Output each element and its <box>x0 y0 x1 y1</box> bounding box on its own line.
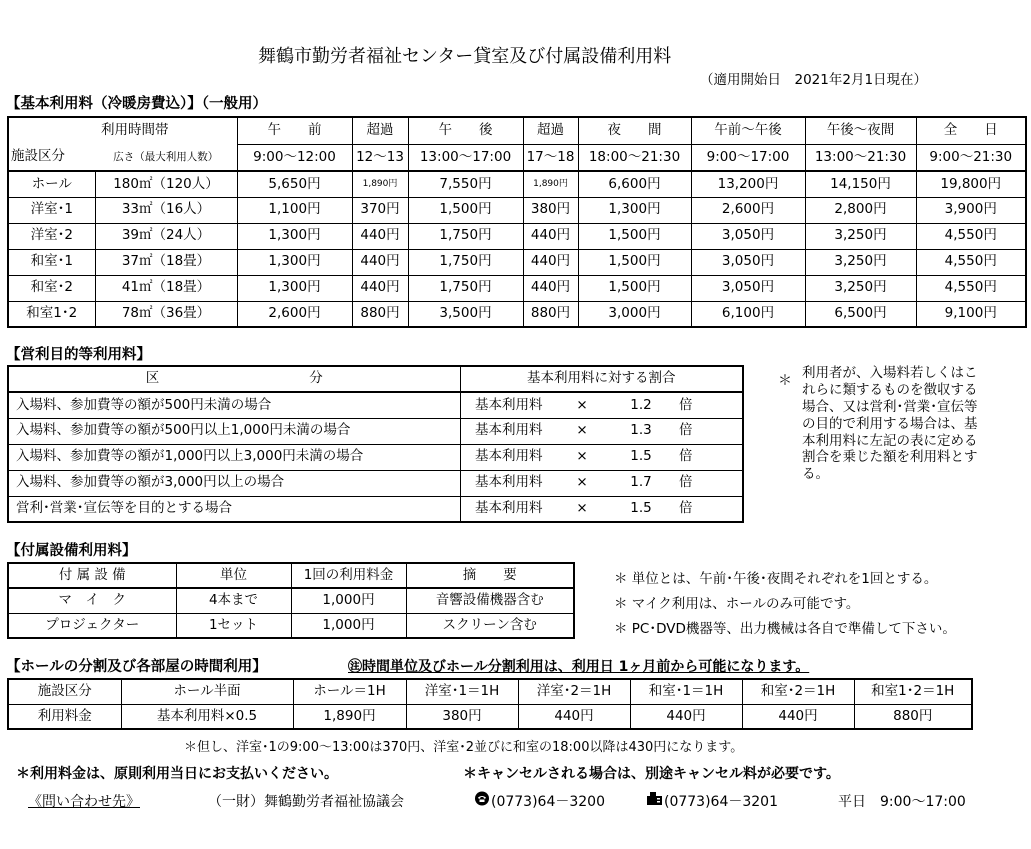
rate-value: 1.7 <box>607 470 675 496</box>
price-cell: 7,550円 <box>408 171 523 197</box>
rate-value: 1.3 <box>607 418 675 444</box>
price-cell: 1,500円 <box>408 197 523 223</box>
table-row <box>8 496 743 522</box>
slot-name: 午後～夜間 <box>805 117 916 144</box>
table-row <box>8 223 1026 249</box>
slot-time: 9:00～12:00 <box>237 144 352 171</box>
rate-unit: 倍 <box>675 392 743 418</box>
split-heading: 【ホールの分割及び各部屋の時間利用】 <box>6 659 267 675</box>
price-cell: 4,550円 <box>916 223 1026 249</box>
split-header: ホール＝1H <box>293 679 406 704</box>
table-row <box>8 470 743 496</box>
base-fee-label: 基本利用料 <box>460 418 557 444</box>
note-line: ＊ マイク利用は、ホールのみ可能です。 <box>614 596 860 612</box>
note-line: 割合を乗じた額を利用料とす <box>802 449 978 466</box>
facility-name: 和室1･2 <box>8 301 95 327</box>
equipment-cell: 1セット <box>176 613 291 638</box>
facility-size: 33㎡（16人） <box>95 197 237 223</box>
price-cell: 14,150円 <box>805 171 916 197</box>
cancel-note: ＊キャンセルされる場合は、別途キャンセル料が必要です。 <box>463 766 840 782</box>
price-cell: 2,600円 <box>237 301 352 327</box>
price-cell: 440円 <box>352 275 408 301</box>
table-row <box>8 171 1026 197</box>
split-table <box>7 678 973 730</box>
price-cell: 1,500円 <box>578 223 691 249</box>
table-row <box>8 275 1026 301</box>
price-cell: 4,550円 <box>916 275 1026 301</box>
price-cell: 3,050円 <box>691 223 805 249</box>
equipment-cell: 1,000円 <box>291 588 406 613</box>
payment-note: ＊利用料金は、原則利用当日にお支払いください。 <box>16 766 338 782</box>
slot-name: 午前～午後 <box>691 117 805 144</box>
price-cell: 370円 <box>352 197 408 223</box>
table-row <box>8 197 1026 223</box>
price-cell: 13,200円 <box>691 171 805 197</box>
equipment-header: 付 属 設 備 <box>8 563 176 588</box>
equipment-table <box>7 562 575 639</box>
note-line: 利用者が、入場料若しくはこ <box>802 365 978 381</box>
price-cell: 1,750円 <box>408 275 523 301</box>
times-sign: × <box>557 444 607 470</box>
slot-name: 午 後 <box>408 117 523 144</box>
split-cell: 380円 <box>406 704 518 729</box>
price-cell: 1,750円 <box>408 249 523 275</box>
header-class-char2: 分 <box>309 370 323 387</box>
table-row <box>8 704 972 729</box>
price-cell: 1,300円 <box>237 249 352 275</box>
table-row <box>8 301 1026 327</box>
condition-label: 入場料、参加費等の額が500円未満の場合 <box>8 392 460 418</box>
header-class-char1: 区 <box>145 370 160 387</box>
telephone-icon <box>474 791 490 810</box>
slot-name: 夜 間 <box>578 117 691 144</box>
split-header: 和室･2＝1H <box>742 679 854 704</box>
price-cell: 6,500円 <box>805 301 916 327</box>
times-sign: × <box>557 418 607 444</box>
price-cell: 440円 <box>352 223 408 249</box>
split-cell: 440円 <box>518 704 630 729</box>
split-cell: 440円 <box>742 704 854 729</box>
slot-time: 13:00～17:00 <box>408 144 523 171</box>
price-cell: 1,750円 <box>408 223 523 249</box>
price-cell: 1,100円 <box>237 197 352 223</box>
price-cell: 880円 <box>523 301 578 327</box>
equipment-notes <box>614 567 956 642</box>
price-cell: 3,250円 <box>805 223 916 249</box>
equipment-cell: 1,000円 <box>291 613 406 638</box>
split-notice: ㊟時間単位及びホール分割利用は、利用日 1ヶ月前から可能になります。 <box>348 659 810 675</box>
split-header: ホール半面 <box>121 679 293 704</box>
basic-fee-heading: 【基本利用料（冷暖房費込）】（一般用） <box>6 96 267 112</box>
price-cell: 1,890円 <box>523 171 578 197</box>
price-cell: 440円 <box>352 249 408 275</box>
price-cell: 440円 <box>523 249 578 275</box>
tel-number: (0773)64－3200 <box>491 794 605 810</box>
header-time-label: 利用時間帯 <box>95 117 237 144</box>
split-header: 洋室･1＝1H <box>406 679 518 704</box>
price-cell: 1,300円 <box>237 223 352 249</box>
price-cell: 1,890円 <box>352 171 408 197</box>
contact-org: （一財）舞鶴勤労者福祉協議会 <box>208 794 404 810</box>
facility-name: 洋室･2 <box>8 223 95 249</box>
slot-time: 18:00～21:30 <box>578 144 691 171</box>
equipment-header: 摘 要 <box>406 563 574 588</box>
note-line: る。 <box>802 466 829 483</box>
equipment-header: 1回の利用料金 <box>291 563 406 588</box>
slot-name: 全 日 <box>916 117 1026 144</box>
slot-name: 超過 <box>523 117 578 144</box>
price-cell: 1,300円 <box>237 275 352 301</box>
note-line: ＊ 単位とは、午前･午後･夜間それぞれを1回とする。 <box>614 571 938 587</box>
condition-label: 入場料、参加費等の額が3,000円以上の場合 <box>8 470 460 496</box>
facility-size: 41㎡（18畳） <box>95 275 237 301</box>
facility-name: 洋室･1 <box>8 197 95 223</box>
price-cell: 3,250円 <box>805 275 916 301</box>
split-footnote: ＊但し、洋室･1の9:00～13:00は370円、洋室･2並びに和室の18:00以降は430円になります。 <box>184 740 744 755</box>
effective-date: （適用開始日 2021年2月1日現在） <box>700 72 928 88</box>
price-cell: 1,300円 <box>578 197 691 223</box>
facility-size: 180㎡（120人） <box>95 171 237 197</box>
rate-unit: 倍 <box>675 470 743 496</box>
header-facility-label: 施設区分 <box>8 144 95 171</box>
table-row <box>8 392 743 418</box>
price-cell: 4,550円 <box>916 249 1026 275</box>
page-title: 舞鶴市勤労者福祉センター貸室及び付属設備利用料 <box>258 46 672 67</box>
commercial-table <box>7 365 744 523</box>
split-header: 施設区分 <box>8 679 121 704</box>
times-sign: × <box>557 470 607 496</box>
price-cell: 3,000円 <box>578 301 691 327</box>
facility-name: 和室･1 <box>8 249 95 275</box>
slot-time: 9:00～17:00 <box>691 144 805 171</box>
slot-time: 12～13 <box>352 144 408 171</box>
facility-size: 37㎡（18畳） <box>95 249 237 275</box>
facility-name: ホール <box>8 171 95 197</box>
fax-number: (0773)64－3201 <box>664 794 778 810</box>
base-fee-label: 基本利用料 <box>460 496 557 522</box>
split-cell: 440円 <box>630 704 742 729</box>
split-cell: 利用料金 <box>8 704 121 729</box>
header-ratio: 基本利用料に対する割合 <box>460 366 743 392</box>
office-hours: 平日 9:00～17:00 <box>838 794 966 810</box>
rate-value: 1.5 <box>607 444 675 470</box>
table-row <box>8 444 743 470</box>
slot-time: 9:00～21:30 <box>916 144 1026 171</box>
equipment-heading: 【付属設備利用料】 <box>6 543 137 559</box>
split-cell: 1,890円 <box>293 704 406 729</box>
equipment-cell: プロジェクター <box>8 613 176 638</box>
condition-label: 入場料、参加費等の額が1,000円以上3,000円未満の場合 <box>8 444 460 470</box>
split-header: 和室･1＝1H <box>630 679 742 704</box>
table-row <box>8 613 574 638</box>
header-size-label: 広さ（最大利用人数） <box>95 144 237 171</box>
price-cell: 2,600円 <box>691 197 805 223</box>
note-line: ＊ PC･DVD機器等、出力機械は各自で準備して下さい。 <box>614 621 956 637</box>
rate-value: 1.2 <box>607 392 675 418</box>
note-line: の目的で利用する場合は、基 <box>802 415 978 432</box>
price-cell: 2,800円 <box>805 197 916 223</box>
fax-icon <box>646 791 663 810</box>
rate-value: 1.5 <box>607 496 675 522</box>
slot-name: 超過 <box>352 117 408 144</box>
price-cell: 6,100円 <box>691 301 805 327</box>
base-fee-label: 基本利用料 <box>460 444 557 470</box>
price-cell: 1,500円 <box>578 249 691 275</box>
note-line: 本利用料に左記の表に定める <box>802 432 978 449</box>
commercial-heading: 【営利目的等利用料】 <box>6 347 151 363</box>
price-cell: 880円 <box>352 301 408 327</box>
base-fee-label: 基本利用料 <box>460 470 557 496</box>
price-cell: 19,800円 <box>916 171 1026 197</box>
split-header: 洋室･2＝1H <box>518 679 630 704</box>
facility-name: 和室･2 <box>8 275 95 301</box>
rate-unit: 倍 <box>675 496 743 522</box>
equipment-cell: スクリーン含む <box>406 613 574 638</box>
note-line: 場合、又は営利･営業･宣伝等 <box>802 398 978 415</box>
price-cell: 1,500円 <box>578 275 691 301</box>
split-cell: 880円 <box>854 704 972 729</box>
slot-name: 午 前 <box>237 117 352 144</box>
rate-unit: 倍 <box>675 418 743 444</box>
rate-unit: 倍 <box>675 444 743 470</box>
price-cell: 3,500円 <box>408 301 523 327</box>
times-sign: × <box>557 496 607 522</box>
facility-size: 39㎡（24人） <box>95 223 237 249</box>
base-fee-label: 基本利用料 <box>460 392 557 418</box>
price-cell: 3,900円 <box>916 197 1026 223</box>
equipment-cell: 音響設備機器含む <box>406 588 574 613</box>
commercial-note-mark: ＊ <box>778 373 792 389</box>
split-cell: 基本利用料×0.5 <box>121 704 293 729</box>
equipment-header: 単位 <box>176 563 291 588</box>
slot-time: 13:00～21:30 <box>805 144 916 171</box>
slot-time: 17～18 <box>523 144 578 171</box>
note-line: れらに類するものを徴収する <box>802 381 978 398</box>
basic-fee-table <box>7 116 1027 328</box>
table-row <box>8 588 574 613</box>
price-cell: 3,250円 <box>805 249 916 275</box>
split-header: 和室1･2＝1H <box>854 679 972 704</box>
price-cell: 3,050円 <box>691 275 805 301</box>
price-cell: 440円 <box>523 223 578 249</box>
times-sign: × <box>557 392 607 418</box>
price-cell: 6,600円 <box>578 171 691 197</box>
table-row <box>8 418 743 444</box>
table-row <box>8 249 1026 275</box>
condition-label: 営利･営業･宣伝等を目的とする場合 <box>8 496 460 522</box>
price-cell: 9,100円 <box>916 301 1026 327</box>
contact-label: 《問い合わせ先》 <box>28 794 140 810</box>
equipment-cell: 4本まで <box>176 588 291 613</box>
equipment-cell: マ イ ク <box>8 588 176 613</box>
price-cell: 380円 <box>523 197 578 223</box>
price-cell: 440円 <box>523 275 578 301</box>
price-cell: 3,050円 <box>691 249 805 275</box>
condition-label: 入場料、参加費等の額が500円以上1,000円未満の場合 <box>8 418 460 444</box>
commercial-note <box>802 365 978 483</box>
price-cell: 5,650円 <box>237 171 352 197</box>
facility-size: 78㎡（36畳） <box>95 301 237 327</box>
